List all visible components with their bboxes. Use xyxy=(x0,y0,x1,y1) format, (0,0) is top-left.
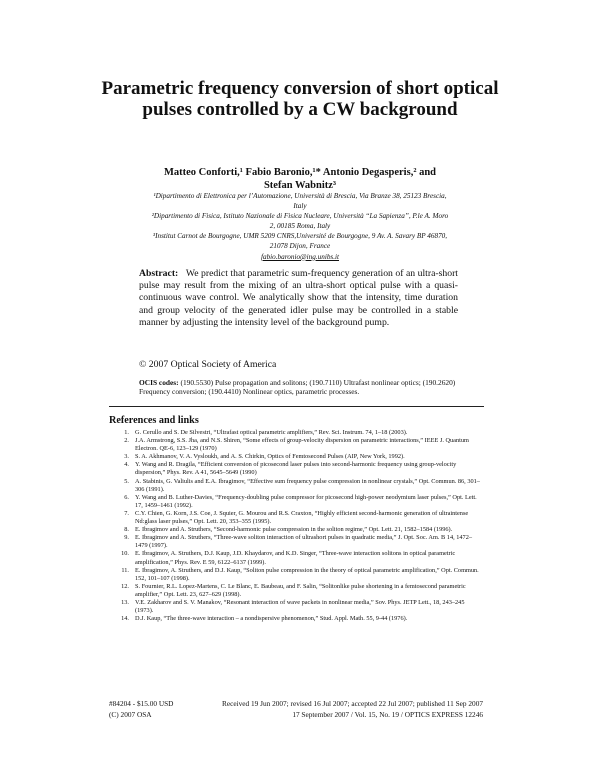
reference-text: E. Ibragimov and A. Struthers, “Three-wave soliton interaction of ultrashort pulses in quadratic media,” J. Opt. Soc. Am. B 14, 1472–1479 (1997). xyxy=(135,534,472,550)
reference-number: 11. xyxy=(121,566,129,574)
footer-left xyxy=(109,698,199,720)
reference-list xyxy=(109,429,484,623)
paper-title: Parametric frequency conversion of short optical pulses controlled by a CW background xyxy=(101,78,499,120)
reference-number: 7. xyxy=(124,509,129,517)
reference-number: 3. xyxy=(124,453,129,461)
reference-item xyxy=(109,478,484,494)
reference-number: 5. xyxy=(124,477,129,485)
author-list: Matteo Conforti,¹ Fabio Baronio,¹* Antonio Degasperis,² and Stefan Wabnitz³ xyxy=(163,167,437,191)
reference-item xyxy=(109,583,484,599)
affiliation-1: ¹Dipartimento di Elettronica per l’Automazione, Università di Brescia, Via Branze 38, 25123 Brescia, Italy xyxy=(153,192,447,210)
reference-text: E. Ibragimov and A. Struthers, “Second-harmonic pulse compression in the soliton regime,” Opt. Lett. 21, 1582–1584 (1996). xyxy=(135,526,453,534)
abstract xyxy=(139,268,458,329)
reference-number: 6. xyxy=(124,493,129,501)
copyright-notice: © 2007 Optical Society of America xyxy=(139,359,277,370)
reference-item xyxy=(109,429,484,437)
reference-number: 4. xyxy=(124,461,129,469)
reference-number: 8. xyxy=(124,526,129,534)
ocis-codes xyxy=(139,378,458,397)
reference-item xyxy=(109,550,484,566)
abstract-text: We predict that parametric sum-frequency generation of an ultra-short pulse may result from the mixing of an ultra-short optical pulse with a quasi-continuous wave control. We analytically show that the intensity, time duration and group velocity of the generated idler pulse may be controlled in a stable manner by adjusting the intensity level of the background pump. xyxy=(139,268,458,328)
reference-number: 2. xyxy=(124,437,129,445)
reference-item xyxy=(109,494,484,510)
reference-text: S. A. Akhmanov, V. A. Vysloukh, and A. S. Chirkin, Optics of Femtosecond Pulses (AIP, New York, 1992). xyxy=(135,453,405,461)
ocis-label: OCIS codes: xyxy=(139,378,179,387)
reference-text: E. Ibragimov, A. Struthers, D.J. Kaup, J.D. Khaydarov, and K.D. Singer, “Three-wave interaction solitons in optical parametric amplification,” Phys. Rev. E 59, 6122–6137 (1999). xyxy=(135,550,456,566)
author-email-link[interactable]: fabio.baronio@ing.unibs.it xyxy=(260,252,340,261)
reference-number: 10. xyxy=(121,550,129,558)
reference-text: A. Stabinis, G. Valiulis and E.A. Ibragimov, “Effective sum frequency pulse compression in nonlinear crystals,” Opt. Commun. 86, 301–306 (1991). xyxy=(135,477,480,493)
reference-text: E. Ibragimov, A. Struthers, and D.J. Kaup, “Soliton pulse compression in the theory of optical parametric amplification,” Opt. Commun. 152, 101–107 (1998). xyxy=(135,566,479,582)
reference-item xyxy=(109,510,484,526)
reference-text: C.Y. Chien, G. Korn, J.S. Coe, J. Squier, G. Mourou and R.S. Craxton, “Highly efficient second-harmonic generation of ultraintense Nd:glass laser pulses,” Opt. Lett. 20, 353–355 (1995). xyxy=(135,509,469,526)
affiliations xyxy=(150,192,450,262)
reference-text: J.A. Armstrong, S.S. Jha, and N.S. Shiren, “Some effects of group-velocity dispersion on parametric interactions,” IEEE J. Quantum Electron. QE-6, 123–129 (1970) xyxy=(135,437,469,453)
reference-item xyxy=(109,599,484,615)
reference-number: 9. xyxy=(124,534,129,542)
footer-right xyxy=(201,698,483,720)
affiliation-2: ²Dipartimento di Fisica, Istituto Nazionale di Fisica Nucleare, Università “La Sapienza”, P.le A. Moro 2, 00185 Roma, Italy xyxy=(151,212,449,230)
reference-text: Y. Wang and B. Luther-Davies, “Frequency-doubling pulse compressor for picosecond high-power neodymium laser pulses,” Opt. Lett. 17, 1459–1461 (1992). xyxy=(135,493,477,509)
footer-copyright: (C) 2007 OSA xyxy=(109,710,152,719)
reference-text: D.J. Kaup, “The three-wave interaction – a nondispersive phenomenon,” Stud. Appl. Math. 55, 9-44 (1976). xyxy=(135,615,408,623)
section-divider xyxy=(109,406,484,407)
reference-item xyxy=(109,437,484,453)
page-footer xyxy=(109,698,484,722)
reference-item xyxy=(109,526,484,534)
reference-text: S. Fournier, R.L. Lopez-Martens, C. Le Blanc, E. Baubeau, and F. Salin, “Solitonlike pulse shortening in a femtosecond parametric amplifier,” Opt. Lett. 23, 627–629 (1998). xyxy=(135,582,466,598)
reference-number: 12. xyxy=(121,582,129,590)
footer-price: #84204 - $15.00 USD xyxy=(109,699,174,708)
reference-item xyxy=(109,615,484,623)
footer-dates: Received 19 Jun 2007; revised 16 Jul 2007; accepted 22 Jul 2007; published 11 Sep 2007 xyxy=(222,699,483,708)
references-heading: References and links xyxy=(109,415,199,426)
reference-text: G. Cerullo and S. De Silvestri, “Ultrafast optical parametric amplifiers,” Rev. Sci. Instrum. 74, 1–18 (2003). xyxy=(135,429,408,436)
footer-journal: 17 September 2007 / Vol. 15, No. 19 / OPTICS EXPRESS 12246 xyxy=(292,710,483,719)
affiliation-3: ³Institut Carnot de Bourgogne, UMR 5209 CNRS,Université de Bourgogne, 9 Av. A. Savary BP 46870, 21078 Dijon, France xyxy=(152,232,448,250)
reference-number: 1. xyxy=(124,429,129,436)
reference-item xyxy=(109,461,484,477)
reference-item xyxy=(109,534,484,550)
ocis-text: (190.5530) Pulse propagation and solitons; (190.7110) Ultrafast nonlinear optics; (190.2620) Frequency conversion; (190.4410) Nonlinear optics, parametric processes. xyxy=(139,378,456,397)
reference-text: Y. Wang and R. Dragila, “Efficient conversion of picosecond laser pulses into second-harmonic frequency using group-velocity dispersion,” Phys. Rev. A 41, 5645–5649 (1990) xyxy=(135,461,457,477)
abstract-label: Abstract: xyxy=(139,268,179,279)
reference-number: 14. xyxy=(121,615,129,623)
reference-number: 13. xyxy=(121,598,129,606)
reference-item xyxy=(109,567,484,583)
reference-text: V.E. Zakharov and S. V. Manakov, “Resonant interaction of wave packets in nonlinear media,” Sov. Phys. JETP Lett., 18, 243–245 (1973). xyxy=(135,598,465,615)
reference-item xyxy=(109,453,484,461)
